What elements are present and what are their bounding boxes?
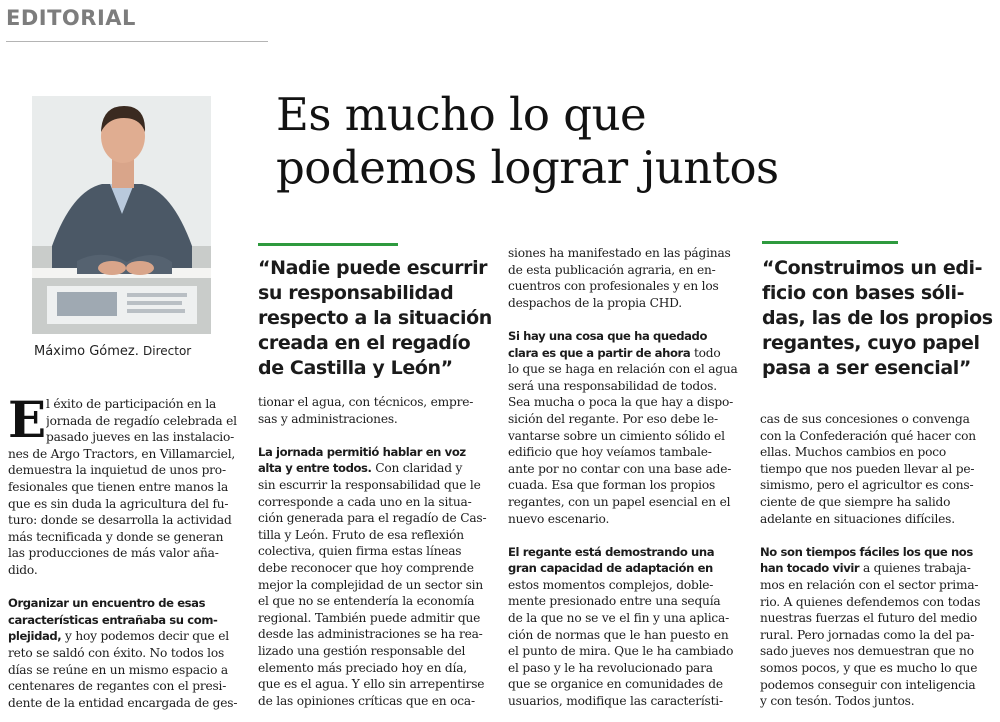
quote-line: de Castilla y León”: [258, 357, 453, 379]
text-line: reto se saldó con éxito. No todos los: [8, 645, 225, 660]
text-line: regantes, con un papel esencial en el: [508, 494, 731, 509]
mixed-line: [8, 628, 246, 645]
quote-line: su responsabilidad: [258, 282, 454, 304]
mixed-line: [508, 345, 746, 362]
text-line: dente de la entidad encargada de ges-: [8, 695, 238, 710]
text-line: debe reconocer que hoy comprende: [258, 560, 474, 575]
text-line: centenares de regantes con el presi-: [8, 679, 227, 694]
quote-line: pasa a ser esencial”: [762, 357, 971, 379]
text-line: elemento más preciado hoy en día,: [258, 660, 467, 675]
column-4: [760, 411, 996, 710]
text-line: lizado una gestión responsable del: [258, 643, 466, 658]
text-run: Con claridad y: [371, 461, 463, 476]
text-line: las producciones de más valor aña-: [8, 546, 219, 561]
mixed-line: [760, 560, 996, 577]
text-line: corresponde a cada uno en la situa-: [258, 494, 472, 509]
text-line: dido.: [8, 562, 38, 577]
text-line: demuestra la inquietud de unos pro-: [8, 463, 226, 478]
text-line: será una responsabilidad de todos.: [508, 378, 717, 393]
photo-caption: [34, 344, 191, 359]
text-line: mos en relación con el sector prima-: [760, 577, 979, 592]
text-line: simismo, pero el agricultor es cons-: [760, 478, 974, 493]
quote-accent-bar: [258, 243, 398, 246]
text-line: ciente de que siempre ha salido: [760, 494, 951, 509]
text-line: cuentros con profesionales y en los: [508, 279, 719, 294]
text-line: rural. Pero jornadas como la del pa-: [760, 627, 975, 642]
text-line: edificio que hoy veíamos tambale-: [508, 445, 712, 460]
text-line: y con tesón. Todos juntos.: [760, 694, 915, 709]
bold-lead-line: La jornada permitió hablar en voz: [258, 444, 466, 459]
text-line: ellas. Muchos cambios en poco: [760, 445, 946, 460]
bold-lead-line: características entrañaba su com-: [8, 612, 218, 627]
quote-line: respecto a la situación: [258, 307, 492, 329]
text-line: vantarse sobre un cimiento sólido el: [508, 428, 725, 443]
column-3: [508, 245, 746, 710]
text-line: siones ha manifestado en las páginas: [508, 246, 731, 260]
text-line: nuestras fuerzas el futuro del medio: [760, 611, 978, 626]
section-divider: [6, 41, 268, 42]
text-line: ción de normas que le han puesto en: [508, 627, 729, 642]
text-line: mente presionado entre una sequía: [508, 594, 721, 609]
text-line: estos momentos complejos, doble-: [508, 577, 714, 592]
pull-quote-1: [258, 256, 494, 381]
text-run: todo: [690, 345, 721, 360]
text-run: y hoy podemos decir que el: [61, 629, 229, 644]
text-line: de las opiniones críticas que en oca-: [258, 693, 475, 708]
quote-line: “Nadie puede escurrir: [258, 257, 488, 279]
column-1: [8, 390, 246, 711]
paragraph-gap: [8, 579, 246, 596]
bold-lead-end: plejidad,: [8, 629, 62, 644]
quote-line: ficio con bases sóli-: [762, 282, 965, 304]
text-line: tionar el agua, con técnicos, empre-: [258, 395, 474, 409]
text-line: más tecnificada y donde se generan: [8, 529, 224, 544]
text-line: sado jueves nos demuestran que no: [760, 644, 974, 659]
bold-lead-line: No son tiempos fáciles los que nos: [760, 544, 973, 559]
section-label: EDITORIAL: [6, 6, 136, 30]
text-line: días se reúne en un mismo espacio a: [8, 662, 228, 677]
text-line: nes de Argo Tractors, en Villamarciel,: [8, 446, 236, 461]
text-line: ción generada para el regadío de Cas-: [258, 511, 487, 526]
bold-lead-end: clara es que a partir de ahora: [508, 345, 691, 360]
text-line: fesionales que tienen entre manos la: [8, 479, 229, 494]
author-name: Máximo Gómez.: [34, 344, 139, 359]
text-run: a quienes trabaja-: [859, 561, 971, 576]
text-line: adelante en situaciones difíciles.: [760, 511, 955, 526]
author-photo: [32, 96, 211, 334]
column-2: [258, 394, 494, 709]
mixed-line: [258, 460, 494, 477]
text-line: el paso y le ha revolucionado para: [508, 660, 713, 675]
text-line: despachos de la propia CHD.: [508, 295, 682, 310]
quote-line: regantes, cuyo papel: [762, 332, 980, 354]
headline-line-1: Es mucho lo que: [276, 88, 647, 141]
text-line: lo que se haga en relación con el agua: [508, 362, 738, 377]
text-line: regional. También puede admitir que: [258, 610, 481, 625]
author-role: Director: [143, 344, 192, 358]
text-line: el que no se entendería la economía: [258, 594, 475, 609]
text-line: desde las administraciones se ha rea-: [258, 627, 483, 642]
bold-lead-end: han tocado vivir: [760, 561, 860, 576]
paragraph-gap: [508, 311, 746, 328]
paragraph-gap: [508, 527, 746, 544]
bold-lead-line: gran capacidad de adaptación en: [508, 561, 713, 576]
text-line: cuada. Esa que forman los propios: [508, 478, 716, 493]
bold-lead-line: Organizar un encuentro de esas: [8, 596, 206, 611]
col1-paragraph-1: [8, 396, 246, 429]
text-line: usuarios, modifique las característi-: [508, 694, 723, 709]
text-line: cas de sus concesiones o convenga: [760, 412, 970, 426]
text-line: con la Confederación qué hacer con: [760, 428, 976, 443]
text-line: turo: donde se desarrolla la actividad: [8, 513, 232, 528]
text-line: ante por no contar con una base ade-: [508, 461, 732, 476]
text-line: podemos conseguir con inteligencia: [760, 677, 976, 692]
text-line: jornada de regadío celebrada el: [46, 413, 237, 428]
bold-lead-line: El regante está demostrando una: [508, 544, 715, 559]
quote-line: das, las de los propios: [762, 307, 993, 329]
text-line: somos pocos, y que es mucho lo que: [760, 660, 978, 675]
text-line: colectiva, quien firma estas líneas: [258, 544, 462, 559]
text-line: que es el agua. Y ello sin arrepentirse: [258, 677, 485, 692]
text-line: de la que no se ve el fin y una aplica-: [508, 611, 730, 626]
text-line: sin escurrir la responsabilidad que le: [258, 477, 481, 492]
pull-quote-2: [762, 256, 994, 381]
headline-line-2: podemos lograr juntos: [276, 141, 779, 194]
bold-lead-end: alta y entre todos.: [258, 461, 372, 476]
text-line: tiempo que nos pueden llevar al pe-: [760, 461, 975, 476]
text-line: sas y administraciones.: [258, 411, 398, 426]
text-line: tilla y León. Fruto de esa reflexión: [258, 527, 464, 542]
text-line: nuevo escenario.: [508, 511, 610, 526]
text-line: pasado jueves en las instalacio-: [46, 430, 235, 445]
text-line: l éxito de participación en la: [46, 397, 217, 411]
quote-accent-bar: [762, 241, 898, 244]
paragraph-gap: [258, 427, 494, 444]
quote-line: creada en el regadío: [258, 332, 471, 354]
text-line: que es sin duda la agricultura del fu-: [8, 496, 229, 511]
drop-cap: E: [8, 390, 47, 449]
text-line: el punto de mira. Que le ha cambiado: [508, 644, 734, 659]
text-line: mejor la complejidad de un sector sin: [258, 577, 483, 592]
text-line: de esta publicación agraria, en en-: [508, 262, 716, 277]
bold-lead-line: Si hay una cosa que ha quedado: [508, 328, 708, 343]
text-line: Sea mucha o poca la que hay a dispo-: [508, 395, 734, 410]
text-line: sición del regante. Por eso debe le-: [508, 411, 718, 426]
paragraph-gap: [760, 527, 996, 544]
text-line: que se organice en comunidades de: [508, 677, 723, 692]
text-line: rio. A quienes defendemos con todas: [760, 594, 981, 609]
headline: [276, 88, 976, 194]
quote-line: “Construimos un edi-: [762, 257, 983, 279]
